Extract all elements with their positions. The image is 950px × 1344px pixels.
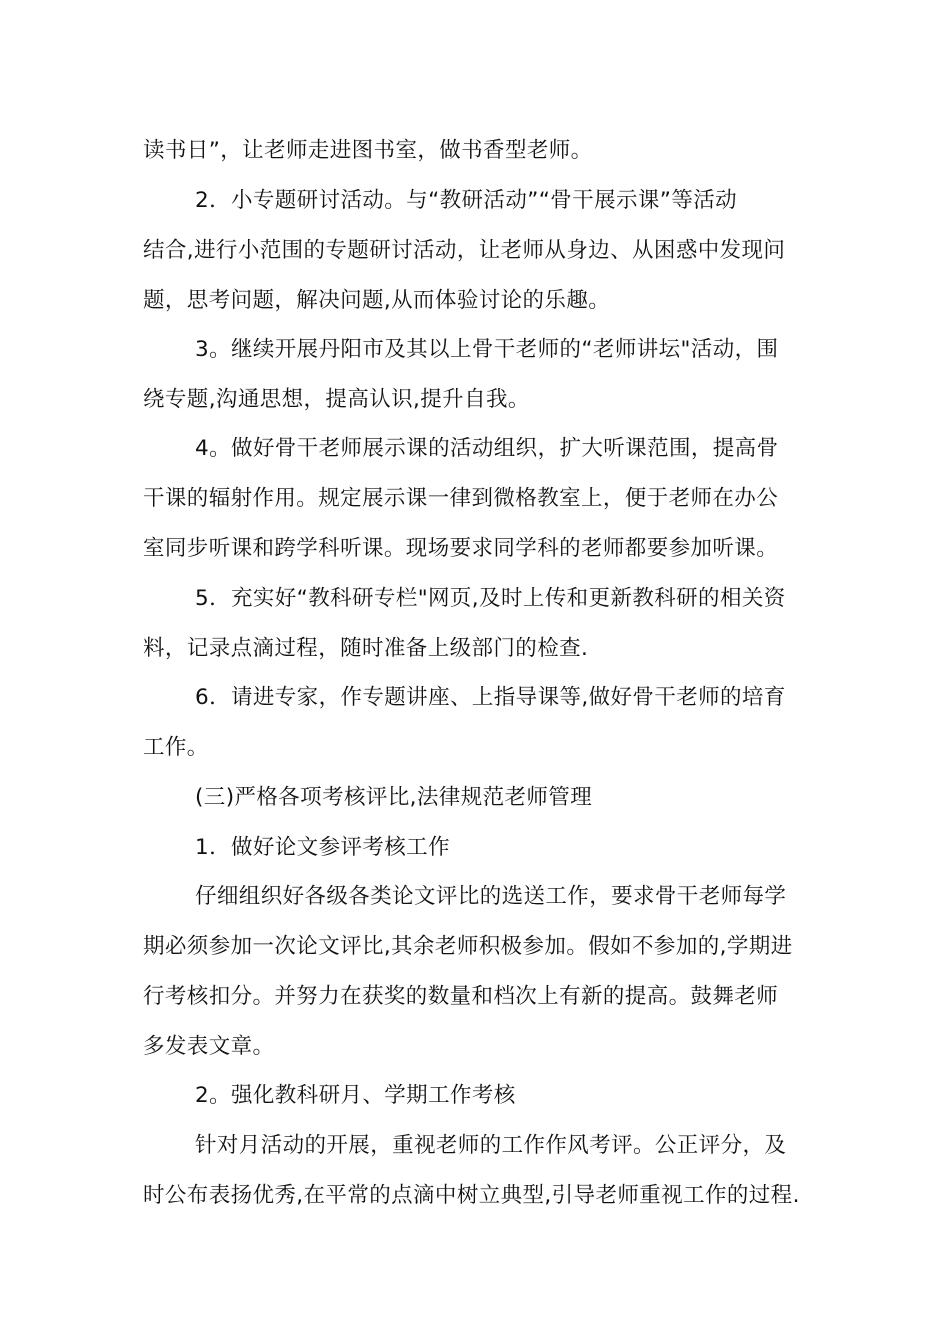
text-line: 干课的辐射作用。规定展示课一律到微格教室上，便于老师在办公 <box>143 486 779 511</box>
text-line: 室同步听课和跨学科听课。现场要求同学科的老师都要参加听课。 <box>143 536 779 561</box>
text-line: 4。做好骨干老师展示课的活动组织，扩大听课范围，提高骨 <box>195 436 779 461</box>
text-line: 工作。 <box>143 735 209 760</box>
text-line: 仔细组织好各级各类论文评比的选送工作，要求骨干老师每学 <box>195 884 787 909</box>
text-line: 读书日”，让老师走进图书室，做书香型老师。 <box>143 138 593 163</box>
text-line: 题，思考问题，解决问题,从而体验讨论的乐趣。 <box>143 288 611 313</box>
subsection-heading: 1．做好论文参评考核工作 <box>195 835 450 860</box>
section-heading: (三)严格各项考核评比,法律规范老师管理 <box>195 785 593 810</box>
text-line: 6．请进专家，作专题讲座、上指导课等,做好骨干老师的培育 <box>195 685 786 710</box>
text-line: 5．充实好“教科研专栏"网页,及时上传和更新教科研的相关资 <box>195 586 786 611</box>
text-line: 3。继续开展丹阳市及其以上骨干老师的“老师讲坛"活动，围 <box>195 337 779 362</box>
text-line: 行考核扣分。并努力在获奖的数量和档次上有新的提高。鼓舞老师 <box>143 984 779 1009</box>
text-line: 料，记录点滴过程，随时准备上级部门的检查. <box>143 636 589 661</box>
text-line: 多发表文章。 <box>143 1034 275 1059</box>
text-line: 期必须参加一次论文评比,其余老师积极参加。假如不参加的,学期进 <box>143 934 793 959</box>
text-line: 针对月活动的开展，重视老师的工作作风考评。公正评分，及 <box>195 1133 787 1158</box>
subsection-heading: 2。强化教科研月、学期工作考核 <box>195 1083 516 1108</box>
text-line: 2．小专题研讨活动。与“教研活动”“骨干展示课”等活动 <box>195 188 738 213</box>
text-line: 结合,进行小范围的专题研讨活动，让老师从身边、从困惑中发现问 <box>143 238 786 263</box>
text-line: 绕专题,沟通思想，提高认识,提升自我。 <box>143 387 530 412</box>
text-line: 时公布表扬优秀,在平常的点滴中树立典型,引导老师重视工作的过程. <box>143 1183 800 1208</box>
